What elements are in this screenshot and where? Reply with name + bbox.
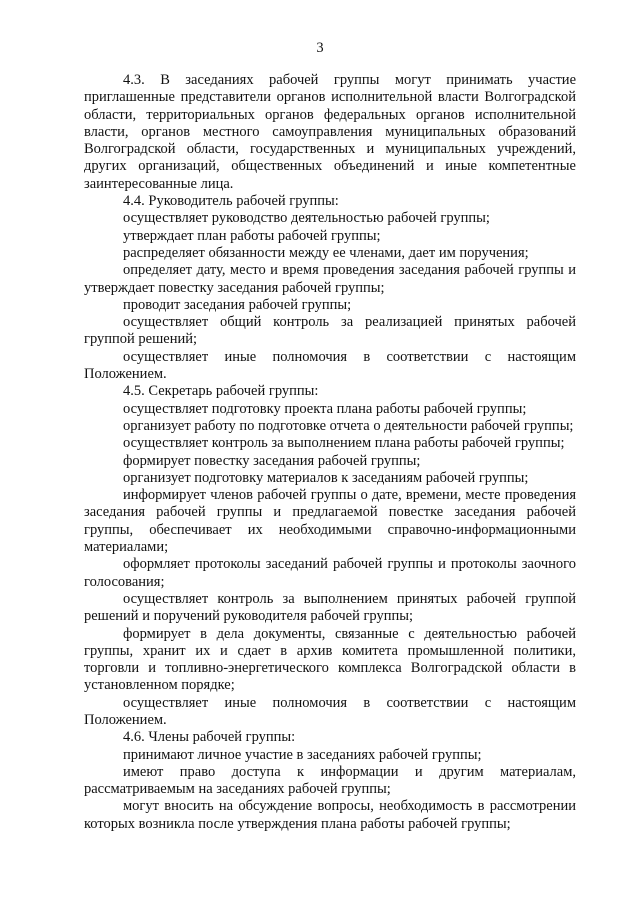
paragraph: 4.4. Руководитель рабочей группы: (123, 193, 339, 210)
paragraph: осуществляет контроль за выполнением принятых рабочей группой решений и поручений руководителя рабочей группы; (84, 590, 576, 625)
paragraph: организует работу по подготовке отчета о деятельности рабочей группы; (123, 417, 574, 434)
paragraph: принимают личное участие в заседаниях рабочей группы; (123, 746, 482, 763)
paragraph: могут вносить на обсуждение вопросы, необходимость в рассмотрении которых возникла после утверждения плана работы рабочей группы; (84, 798, 576, 832)
paragraph: определяет дату, место и время проведения заседания рабочей группы и утверждает повестку заседания рабочей группы; (84, 262, 576, 296)
paragraph: проводит заседания рабочей группы; (123, 296, 352, 313)
paragraph: утверждает план работы рабочей группы; (123, 227, 381, 244)
document-body (84, 72, 576, 833)
paragraph: имеют право доступа к информации и другим материалам, рассматриваемым на заседаниях рабочей группы; (84, 763, 576, 798)
paragraph: осуществляет руководство деятельностью рабочей группы; (123, 210, 490, 227)
paragraph: осуществляет иные полномочия в соответствии с настоящим Положением. (84, 348, 576, 383)
paragraph: оформляет протоколы заседаний рабочей группы и протоколы заочного голосования; (84, 556, 576, 590)
paragraph: формирует в дела документы, связанные с деятельностью рабочей группы, хранит их и сдает в архив комитета промышленной политики, торговли и топливно-энергетического комплекса Волгоградской области в установленном порядке; (84, 625, 576, 694)
paragraph: распределяет обязанности между ее членами, дает им поручения; (123, 244, 529, 261)
paragraph: осуществляет иные полномочия в соответствии с настоящим Положением. (84, 694, 576, 728)
page-number: 3 (316, 40, 324, 56)
paragraph: осуществляет подготовку проекта плана работы рабочей группы; (123, 400, 527, 417)
paragraph: информирует членов рабочей группы о дате, времени, месте проведения заседания рабочей группы и предлагаемой повестке заседания рабочей группы, обеспечивает их необходимыми справочно-информационными материалами; (84, 487, 576, 556)
paragraph: 4.6. Члены рабочей группы: (123, 729, 296, 746)
paragraph: 4.5. Секретарь рабочей группы: (123, 383, 319, 400)
paragraph: осуществляет общий контроль за реализацией принятых рабочей группой решений; (84, 314, 576, 348)
paragraph: 4.3. В заседаниях рабочей группы могут принимать участие приглашенные представители органов исполнительной власти Волгоградской области, территориальных органов федеральных органов исполнительной власти, органов местного самоуправления муниципальных образований Волгоградской области, государственных и муниципальных учреждений, других организаций, общественных объединений и иные компетентные заинтересованные лица. (84, 72, 576, 192)
paragraph: организует подготовку материалов к заседаниям рабочей группы; (123, 469, 529, 486)
paragraph: осуществляет контроль за выполнением плана работы рабочей группы; (123, 435, 565, 452)
paragraph: формирует повестку заседания рабочей группы; (123, 452, 421, 469)
